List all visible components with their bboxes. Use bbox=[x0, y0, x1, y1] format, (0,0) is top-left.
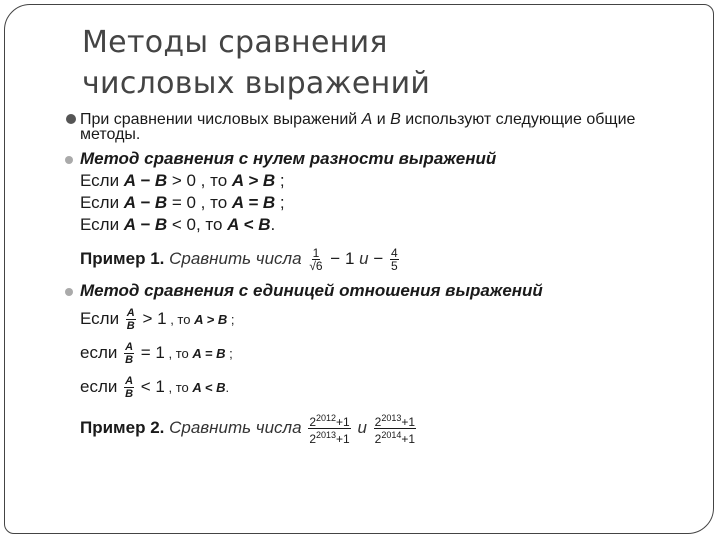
method2-heading-text: Метод сравнения с единицей отношения выражений bbox=[80, 281, 543, 300]
fraction-denominator: 5 bbox=[390, 259, 398, 274]
line-rel: > 1 bbox=[137, 309, 167, 328]
line-rel: < 0 bbox=[167, 215, 196, 234]
power-base: 2 bbox=[374, 432, 382, 447]
bullet-icon bbox=[66, 114, 76, 124]
line-end: . bbox=[225, 380, 230, 395]
line-rel: = 0 bbox=[167, 193, 196, 212]
slide-title bbox=[82, 22, 430, 104]
power-add: +1 bbox=[401, 432, 416, 447]
line-concl: A > B bbox=[194, 312, 228, 327]
method1-line-2 bbox=[80, 192, 680, 214]
example2-fraction-1 bbox=[308, 412, 350, 445]
fraction-denominator: B bbox=[126, 320, 135, 333]
example1-fraction-2 bbox=[390, 247, 399, 272]
method2-heading bbox=[80, 280, 680, 302]
intro-and: и bbox=[372, 111, 391, 128]
line-prefix: Если bbox=[80, 215, 124, 234]
fraction-denominator: B bbox=[125, 354, 134, 367]
power-base: 2 bbox=[374, 415, 382, 430]
line-end: ; bbox=[225, 346, 233, 361]
line-end: ; bbox=[227, 312, 235, 327]
line-then: , то bbox=[164, 380, 193, 395]
line-then: , то bbox=[195, 193, 232, 212]
line-then: , то bbox=[164, 346, 193, 361]
example2-label: Пример 2. bbox=[80, 418, 165, 437]
line-end: ; bbox=[275, 171, 285, 190]
method2-line-2 bbox=[80, 336, 680, 370]
slide-content bbox=[80, 112, 680, 446]
power-exponent: 2014 bbox=[381, 430, 402, 441]
method1-line-1 bbox=[80, 170, 680, 192]
line-rel: > 0 bbox=[167, 171, 196, 190]
power-base: 2 bbox=[309, 415, 316, 430]
fraction-numerator bbox=[308, 412, 350, 429]
line-then: , то bbox=[195, 215, 228, 234]
line-then: , то bbox=[195, 171, 232, 190]
method1-heading-text: Метод сравнения с нулем разности выражений bbox=[80, 149, 497, 168]
intro-paragraph bbox=[80, 112, 675, 142]
method2-line-3 bbox=[80, 370, 680, 404]
fraction-denominator bbox=[308, 429, 350, 445]
example2-fraction-2 bbox=[374, 412, 416, 445]
method1-heading bbox=[80, 148, 680, 170]
line-prefix: Если bbox=[80, 171, 124, 190]
method2-line-1 bbox=[80, 302, 680, 336]
intro-var-b: B bbox=[390, 111, 401, 128]
title-line-1: Методы сравнения bbox=[82, 25, 388, 60]
line-expr: A − B bbox=[123, 215, 168, 234]
method1-line-3 bbox=[80, 214, 680, 236]
power-add: +1 bbox=[336, 432, 350, 447]
line-rel: = 1 bbox=[136, 343, 165, 362]
fraction-numerator bbox=[374, 412, 416, 429]
intro-text: При сравнении числовых выражений bbox=[80, 111, 362, 128]
fraction-denominator bbox=[374, 429, 416, 445]
power-exponent: 2013 bbox=[316, 430, 337, 441]
line-prefix: если bbox=[80, 343, 123, 362]
example1-label: Пример 1. bbox=[80, 249, 165, 268]
bullet-icon bbox=[65, 156, 73, 164]
title-line-2: числовых выражений bbox=[82, 66, 431, 101]
power-exponent: 2013 bbox=[381, 413, 402, 424]
example1-and: и bbox=[359, 249, 369, 268]
example1-fraction-1 bbox=[308, 247, 323, 272]
line-prefix: если bbox=[80, 377, 123, 396]
bullet-icon bbox=[65, 288, 73, 296]
example1-text: Сравнить числа bbox=[164, 249, 307, 268]
intro-text-end: используют следующие общие методы. bbox=[80, 111, 636, 143]
line-prefix: Если bbox=[80, 309, 124, 328]
example1-minus: − bbox=[368, 249, 388, 268]
line-expr: A − B bbox=[123, 171, 168, 190]
line-concl: A = B bbox=[231, 193, 276, 212]
line-end: ; bbox=[275, 193, 285, 212]
fraction-numerator: A bbox=[126, 307, 135, 320]
power-add: +1 bbox=[401, 415, 416, 430]
example2 bbox=[80, 410, 680, 446]
example1-minus-one: − 1 bbox=[325, 249, 360, 268]
line-concl: A > B bbox=[231, 171, 276, 190]
fraction-numerator: 1 bbox=[312, 246, 320, 261]
fraction-numerator: A bbox=[125, 375, 134, 388]
ratio-fraction bbox=[126, 307, 136, 332]
line-end: . bbox=[270, 215, 276, 234]
fraction-denominator: √6 bbox=[309, 259, 323, 274]
ratio-fraction bbox=[124, 375, 134, 400]
fraction-numerator: A bbox=[125, 341, 134, 354]
fraction-denominator: B bbox=[125, 388, 134, 401]
line-concl: A = B bbox=[192, 346, 226, 361]
power-exponent: 2012 bbox=[316, 413, 337, 424]
example1 bbox=[80, 242, 680, 276]
line-prefix: Если bbox=[80, 193, 124, 212]
line-concl: A < B bbox=[192, 380, 226, 395]
line-rel: < 1 bbox=[136, 377, 165, 396]
line-concl: A < B bbox=[227, 215, 271, 234]
example2-text: Сравнить числа bbox=[164, 418, 307, 437]
ratio-fraction bbox=[124, 341, 134, 366]
intro-var-a: A bbox=[361, 111, 373, 128]
line-then: , то bbox=[166, 312, 195, 327]
power-add: +1 bbox=[336, 415, 350, 430]
line-expr: A − B bbox=[123, 193, 168, 212]
power-base: 2 bbox=[309, 432, 316, 447]
example2-and: и bbox=[352, 418, 372, 437]
fraction-numerator: 4 bbox=[390, 246, 398, 261]
